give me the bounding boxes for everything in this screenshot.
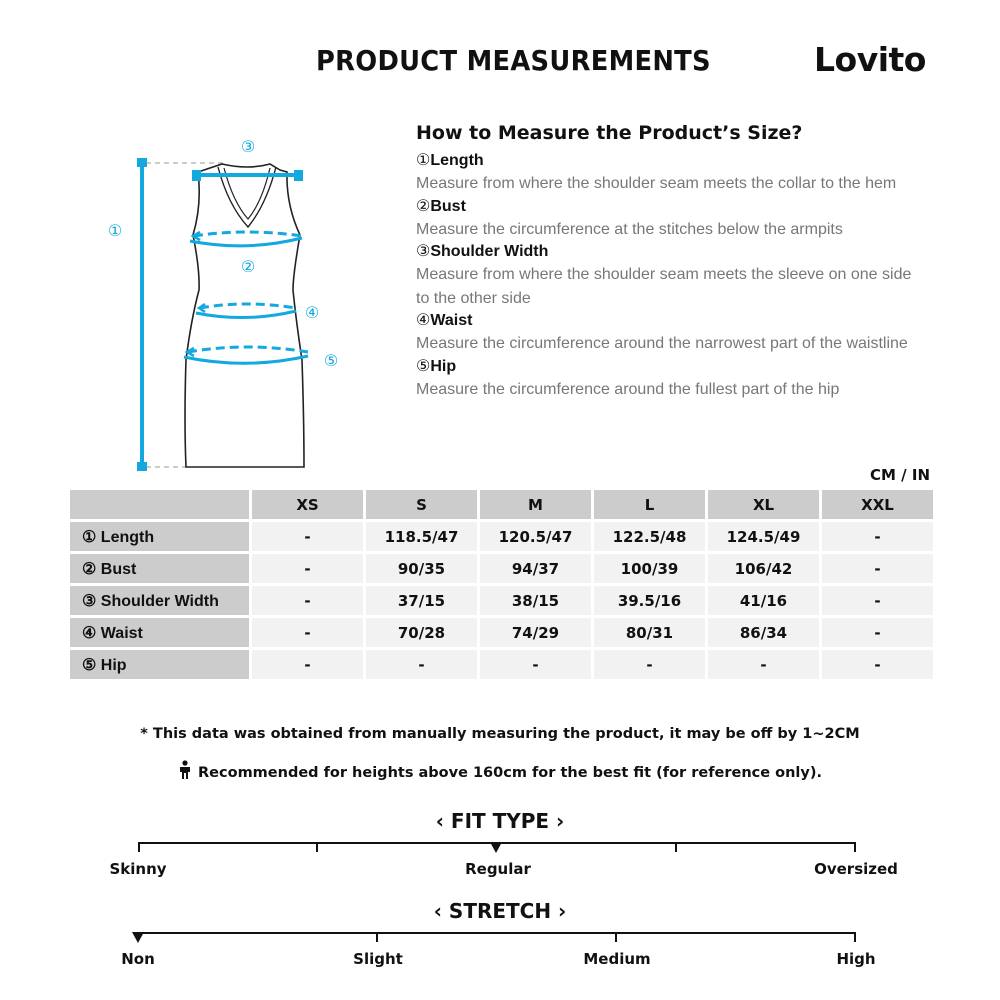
table-cell: 80/31 bbox=[594, 618, 705, 647]
row-label: ③ Shoulder Width bbox=[70, 586, 249, 615]
table-cell: 38/15 bbox=[480, 586, 591, 615]
dress-measurement-diagram bbox=[90, 130, 370, 480]
howto-item-length bbox=[416, 150, 926, 196]
measurement-disclaimer: * This data was obtained from manually measuring the product, it may be off by 1~2CM bbox=[140, 726, 860, 742]
howto-number: ① bbox=[416, 152, 431, 169]
column-header: M bbox=[480, 490, 591, 519]
stretch-marker-icon bbox=[132, 932, 144, 943]
table-cell: 70/28 bbox=[366, 618, 477, 647]
stretch-title: ‹ STRETCH › bbox=[433, 899, 567, 923]
table-cell: 74/29 bbox=[480, 618, 591, 647]
table-cell: - bbox=[822, 586, 933, 615]
scale-tick bbox=[376, 932, 378, 942]
marker-3: ③ bbox=[240, 137, 256, 156]
how-to-measure-title: How to Measure the Product’s Size? bbox=[416, 122, 803, 144]
table-header-row bbox=[70, 490, 933, 519]
table-cell: - bbox=[252, 554, 363, 583]
table-cell: - bbox=[252, 586, 363, 615]
height-recommendation-row bbox=[0, 760, 1000, 784]
table-cell: 100/39 bbox=[594, 554, 705, 583]
table-cell: 122.5/48 bbox=[594, 522, 705, 551]
table-cell: - bbox=[480, 650, 591, 679]
stretch-label-high: High bbox=[836, 950, 876, 968]
howto-desc: Measure the circumference around the narrowest part of the waistline bbox=[416, 335, 908, 352]
column-header: XL bbox=[708, 490, 819, 519]
column-header: XXL bbox=[822, 490, 933, 519]
row-label: ① Length bbox=[70, 522, 249, 551]
column-header: L bbox=[594, 490, 705, 519]
table-cell: - bbox=[366, 650, 477, 679]
stretch-label-non: Non bbox=[121, 950, 155, 968]
howto-desc: Measure from where the shoulder seam meets the collar to the hem bbox=[416, 175, 897, 192]
table-row bbox=[70, 618, 933, 647]
unit-label: CM / IN bbox=[870, 466, 930, 484]
howto-item-shoulder-width bbox=[416, 241, 926, 310]
row-label: ⑤ Hip bbox=[70, 650, 249, 679]
table-cell: 41/16 bbox=[708, 586, 819, 615]
table-cell: - bbox=[822, 522, 933, 551]
scale-tick bbox=[138, 842, 140, 852]
stretch-scale bbox=[138, 932, 856, 934]
column-header bbox=[70, 490, 249, 519]
table-row bbox=[70, 554, 933, 583]
table-cell: - bbox=[252, 650, 363, 679]
howto-name: Hip bbox=[430, 357, 457, 375]
table-cell: - bbox=[708, 650, 819, 679]
table-row bbox=[70, 586, 933, 615]
marker-2: ② bbox=[240, 257, 256, 276]
fit-label-skinny: Skinny bbox=[109, 860, 167, 878]
howto-number: ② bbox=[416, 197, 431, 215]
table-cell: 106/42 bbox=[708, 554, 819, 583]
scale-tick bbox=[854, 842, 856, 852]
row-label: ④ Waist bbox=[70, 618, 249, 647]
how-to-measure-section bbox=[416, 122, 926, 401]
howto-number: ④ bbox=[416, 312, 431, 329]
howto-item-waist bbox=[416, 310, 926, 356]
height-recommendation-text: Recommended for heights above 160cm for the best fit (for reference only). bbox=[198, 765, 822, 781]
howto-name: Length bbox=[430, 152, 484, 169]
howto-desc: Measure from where the shoulder seam meets the sleeve on one side to the other side bbox=[416, 266, 912, 307]
fit-type-title: ‹ FIT TYPE › bbox=[435, 809, 565, 833]
stretch-label-slight: Slight bbox=[353, 950, 403, 968]
howto-item-hip bbox=[416, 356, 926, 402]
row-label: ② Bust bbox=[70, 554, 249, 583]
table-cell: 94/37 bbox=[480, 554, 591, 583]
table-cell: - bbox=[594, 650, 705, 679]
table-cell: 118.5/47 bbox=[366, 522, 477, 551]
table-cell: - bbox=[822, 650, 933, 679]
scale-tick bbox=[316, 842, 318, 852]
table-cell: - bbox=[822, 618, 933, 647]
marker-5: ⑤ bbox=[323, 351, 339, 370]
scale-tick bbox=[675, 842, 677, 852]
page-title: PRODUCT MEASUREMENTS bbox=[316, 44, 711, 77]
fit-type-marker-icon bbox=[490, 842, 502, 853]
marker-4: ④ bbox=[304, 303, 320, 322]
fit-label-regular: Regular bbox=[465, 860, 531, 878]
person-icon bbox=[178, 760, 192, 784]
howto-number: ③ bbox=[416, 243, 431, 260]
howto-name: Bust bbox=[430, 197, 466, 215]
table-cell: 37/15 bbox=[366, 586, 477, 615]
howto-desc: Measure the circumference around the fullest part of the hip bbox=[416, 380, 840, 398]
howto-item-bust bbox=[416, 196, 926, 242]
table-cell: - bbox=[822, 554, 933, 583]
howto-name: Waist bbox=[430, 312, 473, 329]
marker-1: ① bbox=[107, 221, 123, 240]
brand-logo: Lovito bbox=[814, 40, 926, 79]
table-row bbox=[70, 522, 933, 551]
table-cell: 86/34 bbox=[708, 618, 819, 647]
table-cell: 124.5/49 bbox=[708, 522, 819, 551]
size-chart-table bbox=[67, 487, 936, 682]
stretch-label-medium: Medium bbox=[583, 950, 651, 968]
scale-tick bbox=[854, 932, 856, 942]
scale-tick bbox=[615, 932, 617, 942]
fit-label-oversized: Oversized bbox=[814, 860, 898, 878]
column-header: XS bbox=[252, 490, 363, 519]
table-cell: 120.5/47 bbox=[480, 522, 591, 551]
howto-number: ⑤ bbox=[416, 357, 431, 375]
dress-illustration-icon bbox=[90, 130, 370, 480]
table-cell: - bbox=[252, 618, 363, 647]
table-cell: - bbox=[252, 522, 363, 551]
table-row bbox=[70, 650, 933, 679]
column-header: S bbox=[366, 490, 477, 519]
howto-desc: Measure the circumference at the stitches below the armpits bbox=[416, 220, 843, 238]
table-cell: 39.5/16 bbox=[594, 586, 705, 615]
howto-name: Shoulder Width bbox=[430, 243, 549, 260]
fit-type-scale bbox=[138, 842, 856, 844]
table-cell: 90/35 bbox=[366, 554, 477, 583]
